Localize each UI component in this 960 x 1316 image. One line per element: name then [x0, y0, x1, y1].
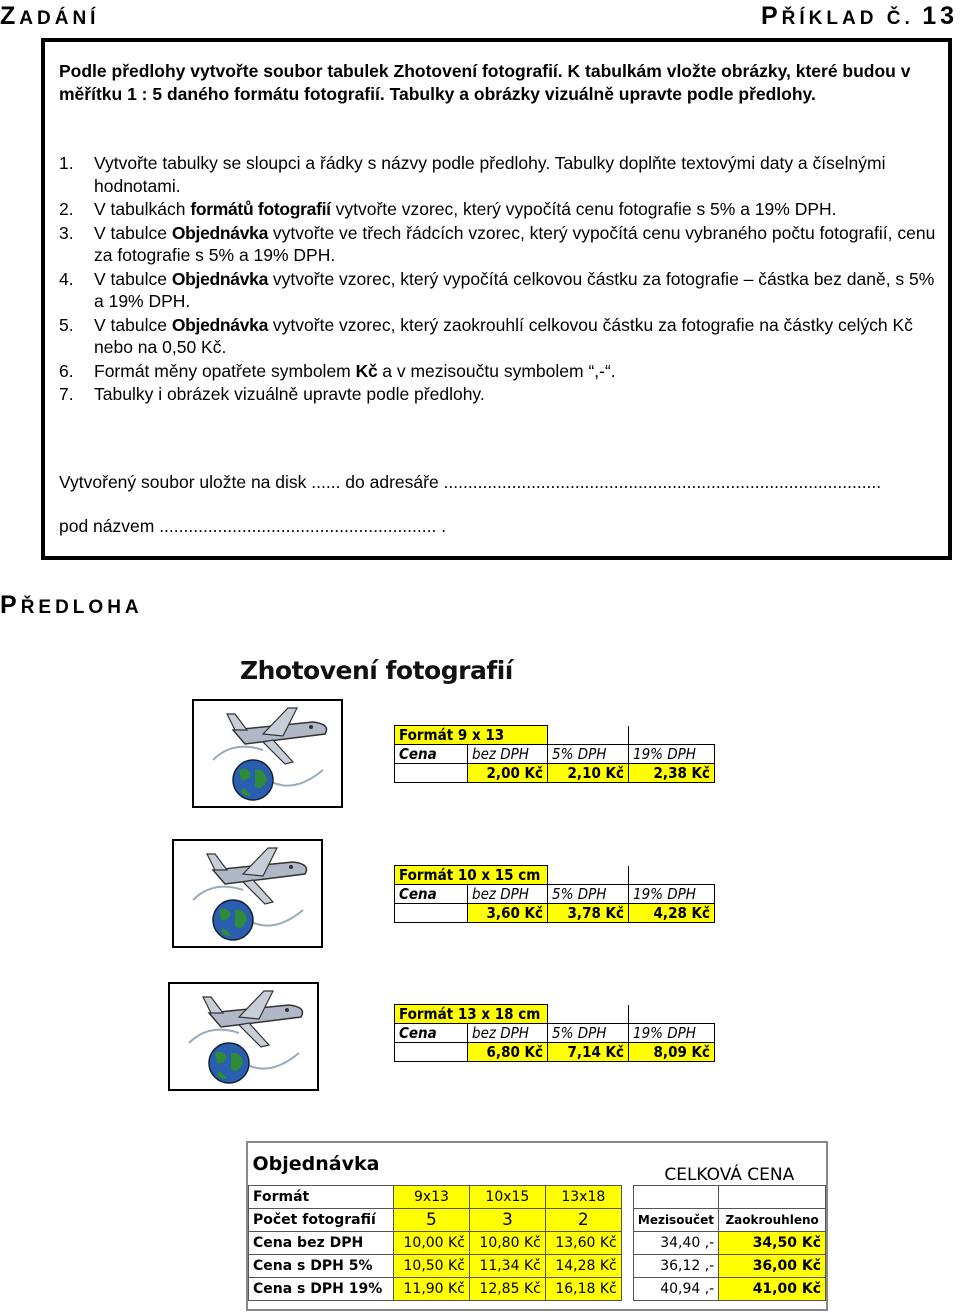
save-instruction: Vytvořený soubor uložte na disk ...... do adresáře .......................................................................................... — [59, 472, 882, 492]
order-table — [248, 1143, 826, 1301]
order-cell: 16,18 Kč — [545, 1277, 621, 1300]
order-cell: 13,60 Kč — [545, 1231, 621, 1254]
filename-instruction: pod názvem ......................................................... . — [59, 516, 447, 536]
count-9x13: 5 — [394, 1208, 470, 1231]
task-item: 6. Formát měny opatřete symbolem Kč a v mezisoučtu symbolem “,-“. — [59, 360, 616, 381]
cena-label: Cena — [395, 1024, 468, 1043]
order-cell: 10,80 Kč — [469, 1231, 545, 1254]
subtotal-cell: 40,94 ,- — [633, 1277, 719, 1300]
price-19: 4,28 Kč — [629, 904, 715, 923]
rounded-cell: 41,00 Kč — [719, 1277, 826, 1300]
format-10x15: 10x15 — [469, 1185, 545, 1208]
predloha-heading: PŘEDLOHA — [0, 591, 143, 619]
photo-box-10x15 — [173, 840, 322, 947]
dph5-header: 5% DPH — [548, 1024, 629, 1043]
price-5: 2,10 Kč — [548, 764, 629, 783]
price-bez: 2,00 Kč — [468, 764, 548, 783]
col-subtotal: Mezisoučet — [633, 1208, 719, 1231]
row-label-19: Cena s DPH 19% — [249, 1277, 394, 1300]
dph19-header: 19% DPH — [629, 745, 715, 764]
row-label-bez: Cena bez DPH — [249, 1231, 394, 1254]
col-rounded: Zaokrouhleno — [719, 1208, 826, 1231]
format-title: Formát 9 x 13 — [395, 726, 548, 745]
order-cell: 12,85 Kč — [469, 1277, 545, 1300]
photo-box-13x18 — [169, 983, 318, 1090]
subtotal-cell: 36,12 ,- — [633, 1254, 719, 1277]
order-cell: 10,00 Kč — [394, 1231, 470, 1254]
header-priklad: PŘÍKLAD Č. 13 — [760, 2, 958, 30]
price-5: 3,78 Kč — [548, 904, 629, 923]
subtotal-cell: 34,40 ,- — [633, 1231, 719, 1254]
total-title: CELKOVÁ CENA — [664, 1164, 795, 1185]
row-label-format: Formát — [249, 1185, 394, 1208]
price-19: 2,38 Kč — [629, 764, 715, 783]
format-table-13x18 — [394, 1004, 715, 1062]
row-label-count: Počet fotografií — [249, 1208, 394, 1231]
row-label-5: Cena s DPH 5% — [249, 1254, 394, 1277]
task-item: 2. V tabulkách formátů fotografií vytvořte vzorec, který vypočítá cenu fotografie s 5% a 19% DPH. — [59, 199, 837, 219]
photo-box-9x13 — [193, 700, 342, 807]
dph19-header: 19% DPH — [629, 885, 715, 904]
format-9x13: 9x13 — [394, 1185, 470, 1208]
task-item: 1. Vytvořte tabulky se sloupci a řádky s názvy podle předlohy. Tabulky doplňte textovými daty a číselnými hodnotami. — [59, 153, 886, 196]
order-cell: 14,28 Kč — [545, 1254, 621, 1277]
price-5: 7,14 Kč — [548, 1043, 629, 1062]
dph19-header: 19% DPH — [629, 1024, 715, 1043]
order-title: Objednávka — [252, 1152, 380, 1175]
task-item: 5. V tabulce Objednávka vytvořte vzorec, který zaokrouhlí celkovou částku za fotografie na částky celých Kč nebo na 0,50 Kč. — [59, 314, 913, 357]
dph5-header: 5% DPH — [548, 745, 629, 764]
assignment-intro: Podle předlohy vytvořte soubor tabulek Zhotovení fotografií. K tabulkám vložte obrázky, které budou v měřítku 1 : 5 daného formátu fotografií. Tabulky a obrázky vizuálně upravte podle předlohy. — [59, 61, 911, 104]
rounded-cell: 34,50 Kč — [719, 1231, 826, 1254]
count-10x15: 3 — [469, 1208, 545, 1231]
task-item: 3. V tabulce Objednávka vytvořte ve třech řádcích vzorec, který vypočítá cenu vybraného počtu fotografií, cenu za fotografie s 5% a 19% DPH. — [59, 222, 936, 265]
format-table-10x15 — [394, 865, 715, 923]
format-title: Formát 10 x 15 cm — [395, 866, 548, 885]
task-item: 4. V tabulce Objednávka vytvořte vzorec, který vypočítá celkovou částku za fotografie – částka bez daně, s 5% a 19% DPH. — [59, 268, 935, 311]
format-title: Formát 13 x 18 cm — [395, 1005, 548, 1024]
cena-label: Cena — [395, 885, 468, 904]
format-13x18: 13x18 — [545, 1185, 621, 1208]
rounded-cell: 36,00 Kč — [719, 1254, 826, 1277]
header-zadani: ZADÁNÍ — [0, 2, 100, 30]
order-cell: 10,50 Kč — [394, 1254, 470, 1277]
order-sheet — [246, 1141, 828, 1311]
count-13x18: 2 — [545, 1208, 621, 1231]
cena-label: Cena — [395, 745, 468, 764]
order-cell: 11,34 Kč — [469, 1254, 545, 1277]
price-bez: 6,80 Kč — [468, 1043, 548, 1062]
bez-dph-header: bez DPH — [468, 1024, 548, 1043]
order-cell: 11,90 Kč — [394, 1277, 470, 1300]
bez-dph-header: bez DPH — [468, 745, 548, 764]
dph5-header: 5% DPH — [548, 885, 629, 904]
format-table-9x13 — [394, 725, 715, 783]
task-item: 7. Tabulky i obrázek vizuálně upravte podle předlohy. — [59, 384, 485, 404]
price-bez: 3,60 Kč — [468, 904, 548, 923]
price-19: 8,09 Kč — [629, 1043, 715, 1062]
template-title: Zhotovení fotografií — [240, 656, 513, 685]
bez-dph-header: bez DPH — [468, 885, 548, 904]
